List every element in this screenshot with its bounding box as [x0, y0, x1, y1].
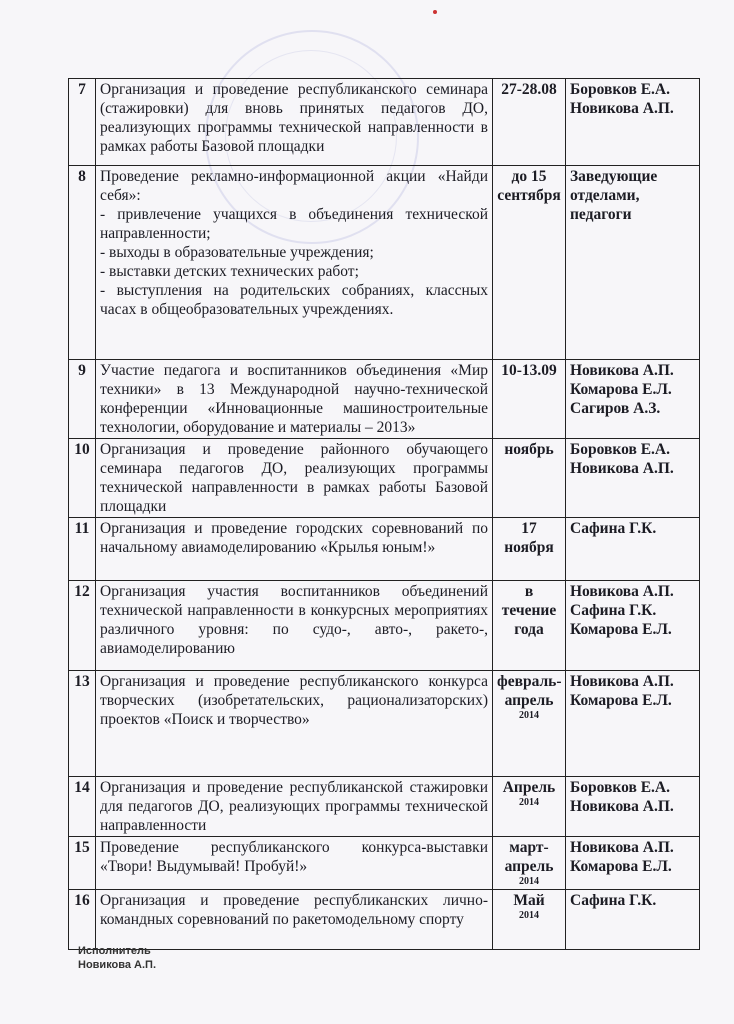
date-year: 2014 [519, 710, 539, 721]
date-year: 2014 [519, 797, 539, 808]
description-line: Организация и проведение республиканского семинара (стажировки) для вновь принятых педагогов ДО, реализующих программы технической направленности в рамках работы Базовой площадки [100, 81, 488, 155]
responsible-person: Новикова А.П. [570, 460, 674, 477]
date-text: март-апрель [504, 839, 554, 875]
table-row [69, 890, 700, 950]
responsible-persons [566, 890, 700, 950]
event-description [96, 79, 493, 166]
row-number: 10 [69, 439, 96, 518]
event-description [96, 581, 493, 671]
table-row [69, 518, 700, 581]
description-line: Организация и проведение республиканской стажировки для педагогов ДО, реализующих программы технической направленности [100, 779, 488, 834]
description-line: Организация и проведение республиканского конкурса творческих (изобретательских, рационализаторских) проектов «Поиск и творчество» [100, 673, 488, 728]
date-text: 17 ноября [504, 520, 554, 556]
date-text: февраль-апрель [497, 673, 562, 709]
table-row [69, 439, 700, 518]
event-date [493, 837, 566, 890]
row-number: 13 [69, 671, 96, 777]
description-line: Организация и проведение республиканских лично-командных соревнований по ракетомодельному спорту [100, 892, 488, 928]
date-text: ноябрь [504, 441, 554, 458]
description-line: Проведение республиканского конкурса-выставки «Твори! Выдумывай! Пробуй!» [100, 839, 488, 875]
date-text: до 15 сентября [497, 168, 561, 204]
description-line: Организация и проведение районного обучающего семинара педагогов ДО, реализующих программы технической направленности в рамках работы Базовой площадки [100, 441, 488, 515]
row-number: 11 [69, 518, 96, 581]
event-description [96, 166, 493, 360]
description-line: Организация участия воспитанников объединений технической направленности в конкурсных мероприятиях различного уровня: по судо-, авто-, ракето-, авиамоделированию [100, 583, 488, 657]
event-description [96, 360, 493, 439]
responsible-person: Комарова Е.Л. [570, 621, 672, 638]
responsible-person: Комарова Е.Л. [570, 381, 672, 398]
responsible-persons [566, 79, 700, 166]
description-line: - выступления на родительских собраниях, классных часах в общеобразовательных учреждениях. [100, 282, 488, 318]
responsible-person: педагоги [570, 206, 632, 223]
event-date [493, 518, 566, 581]
event-date [493, 581, 566, 671]
description-line: Проведение рекламно-информационной акции «Найди себя»: [100, 168, 488, 204]
responsible-persons [566, 439, 700, 518]
date-text: 10-13.09 [501, 362, 557, 379]
event-description [96, 890, 493, 950]
date-text: Апрель [502, 779, 556, 796]
event-date [493, 79, 566, 166]
responsible-persons [566, 837, 700, 890]
row-number: 12 [69, 581, 96, 671]
responsible-persons [566, 671, 700, 777]
event-date [493, 360, 566, 439]
table-row [69, 837, 700, 890]
responsible-person: Сафина Г.К. [570, 602, 657, 619]
responsible-person: Комарова Е.Л. [570, 858, 672, 875]
event-description [96, 837, 493, 890]
row-number: 16 [69, 890, 96, 950]
table-row [69, 581, 700, 671]
responsible-persons [566, 518, 700, 581]
responsible-person: Новикова А.П. [570, 839, 674, 856]
description-line: - привлечение учащихся в объединения технической направленности; [100, 206, 488, 242]
event-date [493, 166, 566, 360]
responsible-persons [566, 777, 700, 837]
responsible-person: Новикова А.П. [570, 798, 674, 815]
responsible-person: Новикова А.П. [570, 100, 674, 117]
plan-table [68, 78, 700, 950]
date-text: 27-28.08 [501, 81, 557, 98]
footer [78, 944, 156, 972]
table-row [69, 166, 700, 360]
description-line: Участие педагога и воспитанников объединения «Мир техники» в 13 Международной научно-технической конференции «Инновационные машиностроительные технологии, оборудование и материалы – 2013» [100, 362, 488, 436]
table-row [69, 777, 700, 837]
row-number: 14 [69, 777, 96, 837]
event-description [96, 518, 493, 581]
event-description [96, 439, 493, 518]
date-text: в течение года [501, 583, 557, 638]
event-date [493, 671, 566, 777]
event-date [493, 439, 566, 518]
responsible-person: Комарова Е.Л. [570, 692, 672, 709]
responsible-persons [566, 166, 700, 360]
responsible-persons [566, 581, 700, 671]
table-row [69, 79, 700, 166]
description-line: - выходы в образовательные учреждения; [100, 244, 374, 261]
executor-label: Исполнитель [78, 945, 151, 957]
row-number: 7 [69, 79, 96, 166]
table-row [69, 360, 700, 439]
responsible-person: Новикова А.П. [570, 583, 674, 600]
responsible-person: Боровков Е.А. [570, 441, 670, 458]
row-number: 9 [69, 360, 96, 439]
date-year: 2014 [519, 910, 539, 921]
responsible-person: Заведующие отделами, [570, 168, 658, 204]
responsible-person: Новикова А.П. [570, 362, 674, 379]
row-number: 15 [69, 837, 96, 890]
date-year: 2014 [519, 876, 539, 887]
responsible-persons [566, 360, 700, 439]
event-description [96, 671, 493, 777]
row-number: 8 [69, 166, 96, 360]
date-text: Май [513, 892, 545, 909]
event-date [493, 890, 566, 950]
description-line: - выставки детских технических работ; [100, 263, 359, 280]
event-date [493, 777, 566, 837]
responsible-person: Сафина Г.К. [570, 892, 657, 909]
table-row [69, 671, 700, 777]
event-description [96, 777, 493, 837]
responsible-person: Сагиров А.З. [570, 400, 661, 417]
red-mark [433, 10, 437, 14]
executor-name: Новикова А.П. [78, 959, 157, 971]
description-line: Организация и проведение городских соревнований по начальному авиамоделированию «Крылья юным!» [100, 520, 488, 556]
responsible-person: Сафина Г.К. [570, 520, 657, 537]
responsible-person: Боровков Е.А. [570, 779, 670, 796]
responsible-person: Новикова А.П. [570, 673, 674, 690]
responsible-person: Боровков Е.А. [570, 81, 670, 98]
